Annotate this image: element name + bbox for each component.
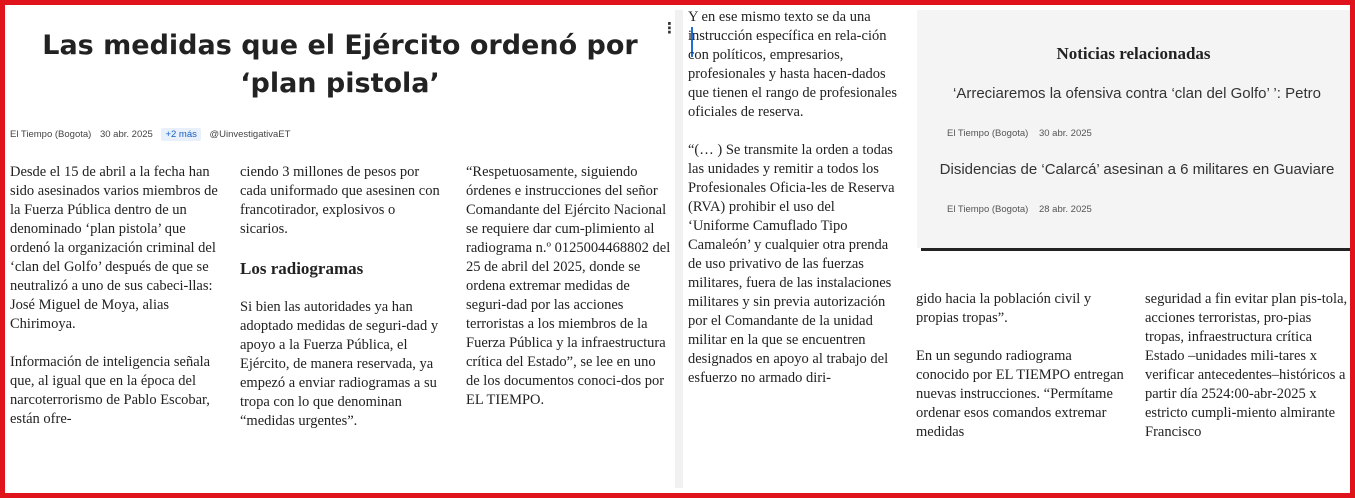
related-item-meta [947,128,1327,139]
related-item-source: El Tiempo (Bogota) [947,128,1029,139]
related-news-box [917,10,1350,248]
byline-source[interactable]: El Tiempo (Bogota) [10,129,92,140]
paragraph: Si bien las autoridades ya han adoptado medidas de seguri-dad y apoyo a la Fuerza Pública, el Ejército, de manera reservada, ya empezó a enviar radiogramas a su tropa con lo que denominan “medidas urgentes”. [240,299,439,429]
paragraph: ciendo 3 millones de pesos por cada uniformado que asesinen con francotirador, explosivos o sicarios. [240,164,440,237]
paragraph: Información de inteligencia señala que, al igual que en la época del narcoterrorismo de Pablo Escobar, están ofre- [10,354,211,427]
paragraph: “Respetuosamente, siguiendo órdenes e instrucciones del señor Comandante del Ejército Nacional se requiere dar cum-plimiento al radiograma n.º 0125004468802 del 25 de abril del 2025, donde se ordena extremar medidas de seguri-dad por las acciones terroristas a los miembros de la Fuerza Pública y la infraestructura crítica del Estado”, se lee en uno de los documentos conoci-dos por EL TIEMPO. [466,164,671,408]
section-heading: Los radiogramas [240,259,364,278]
paragraph: En un segundo radiograma conocido por EL TIEMPO entregan nuevas instrucciones. “Permítame ordenar esos comandos extremar medidas [916,348,1124,440]
article-column-5 [916,290,1128,461]
vertical-dots-icon[interactable]: ⋮ [662,19,677,37]
article-column-2 [240,163,445,450]
byline [10,129,650,140]
paragraph: Desde el 15 de abril a la fecha han sido asesinados varios miembros de la Fuerza Pública dentro de un denominado ‘plan pistola’ que ordenó la organización criminal del ‘clan del Golfo’ después de que se neutralizó a uno de sus cabeci-llas: José Miguel de Moya, alias Chirimoya. [10,164,218,332]
article-column-1 [10,163,225,448]
paragraph: “(… ) Se transmite la orden a todas las unidades y remitir a todos los Profesionales Oficia-les de Reserva (RVA) prohibir el uso del ‘Uniforme Camuflado Tipo Camaleón’ y cualquier otra prenda de uso privativo de las fuerzas militares, fuera de las instalaciones militares y sin previa autorización por el Comandante de la unidad militar en la que se encuentren designados en apoyo al trabajo del esfuerzo no armado diri- [688,142,895,386]
paragraph: Y en ese mismo texto se da una instrucción específica en rela-ción con políticos, empresarios, profesionales y hasta hacen-dados que tienen el rango de profesionales oficiales de reserva. [688,9,897,120]
page-gutter [675,10,683,488]
byline-date: 30 abr. 2025 [99,129,153,140]
section-divider [921,248,1350,251]
article-column-4 [688,8,898,407]
related-item-date: 28 abr. 2025 [1038,204,1092,215]
related-news-title: Noticias relacionadas [1056,44,1211,63]
article-column-6 [1145,290,1350,461]
paragraph: gido hacia la población civil y propias tropas”. [916,291,1092,326]
related-item-headline[interactable]: Disidencias de ‘Calarcá’ asesinan a 6 militares en Guaviare [939,161,1335,178]
related-item-date: 30 abr. 2025 [1038,128,1092,139]
byline-handle[interactable]: @UinvestigativaET [209,129,291,140]
article-column-3 [466,163,671,429]
more-authors-button[interactable]: +2 más [161,128,200,141]
related-item-headline[interactable]: ‘Arreciaremos la ofensiva contra ‘clan del Golfo’ ’: Petro [953,85,1321,102]
article-headline: Las medidas que el Ejército ordenó por ‘plan pistola’ [42,30,638,99]
paragraph: seguridad a fin evitar plan pis-tola, acciones terroristas, pro-pias tropas, infraestructura crítica Estado –unidades mili-tares x verificar antecedentes–históricos a partir día 2524:00-abr-2025 x estricto cumpli-miento almirante Francisco [1145,291,1348,440]
related-item-meta [947,204,1327,215]
related-item-source: El Tiempo (Bogota) [947,204,1029,215]
